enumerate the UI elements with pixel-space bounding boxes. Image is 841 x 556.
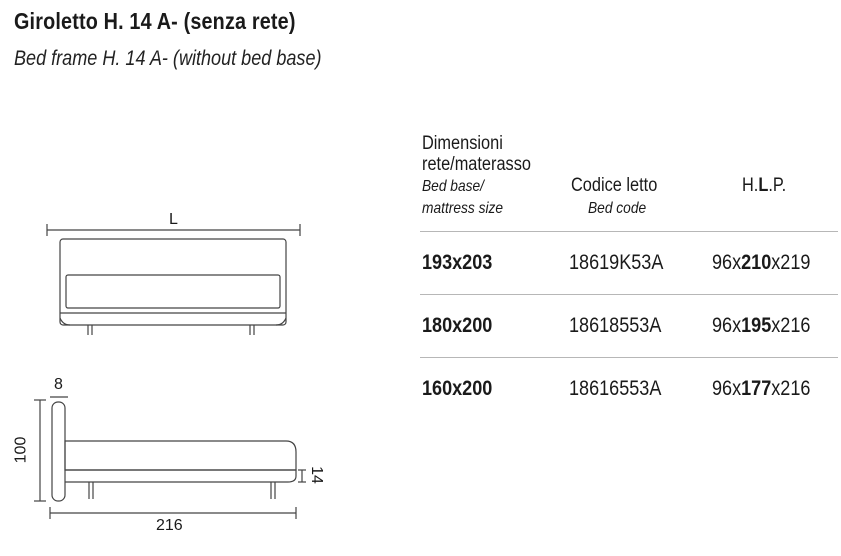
row-hlp: 96x195x216 xyxy=(712,314,811,337)
row-size: 193x203 xyxy=(422,251,493,274)
col-size-header-it: Dimensioni rete/materasso xyxy=(422,133,531,175)
front-view-headboard xyxy=(66,275,280,308)
col-size-header-en: Bed base/ mattress size xyxy=(422,178,504,217)
col-code-header-en: Bed code xyxy=(588,200,647,217)
col-code-header-it: Codice letto xyxy=(571,175,658,196)
top-dimension-label: L xyxy=(169,211,178,228)
row-size: 180x200 xyxy=(422,314,493,337)
page-subtitle: Bed frame H. 14 A- (without bed base) xyxy=(14,47,322,70)
row-code: 18618553A xyxy=(569,314,662,337)
row-code: 18616553A xyxy=(569,377,662,400)
table-rule xyxy=(420,294,838,295)
length-label: 216 xyxy=(156,517,183,534)
front-view-outline xyxy=(60,239,286,325)
row-hlp: 96x177x216 xyxy=(712,377,811,400)
table-rule xyxy=(420,357,838,358)
side-view-headboard xyxy=(52,402,65,501)
headboard-thickness-label: 8 xyxy=(54,376,63,393)
col-hlp-header: H.L.P. xyxy=(742,175,787,196)
height-label: 100 xyxy=(12,436,30,464)
side-view-mattress xyxy=(65,441,296,470)
table-rule xyxy=(420,231,838,232)
row-code: 18619K53A xyxy=(569,251,664,274)
page-title: Giroletto H. 14 A- (senza rete) xyxy=(14,8,296,34)
side-view-frame xyxy=(65,470,296,482)
row-hlp: 96x210x219 xyxy=(712,251,811,274)
frame-height-label: 14 xyxy=(307,466,325,484)
row-size: 160x200 xyxy=(422,377,493,400)
